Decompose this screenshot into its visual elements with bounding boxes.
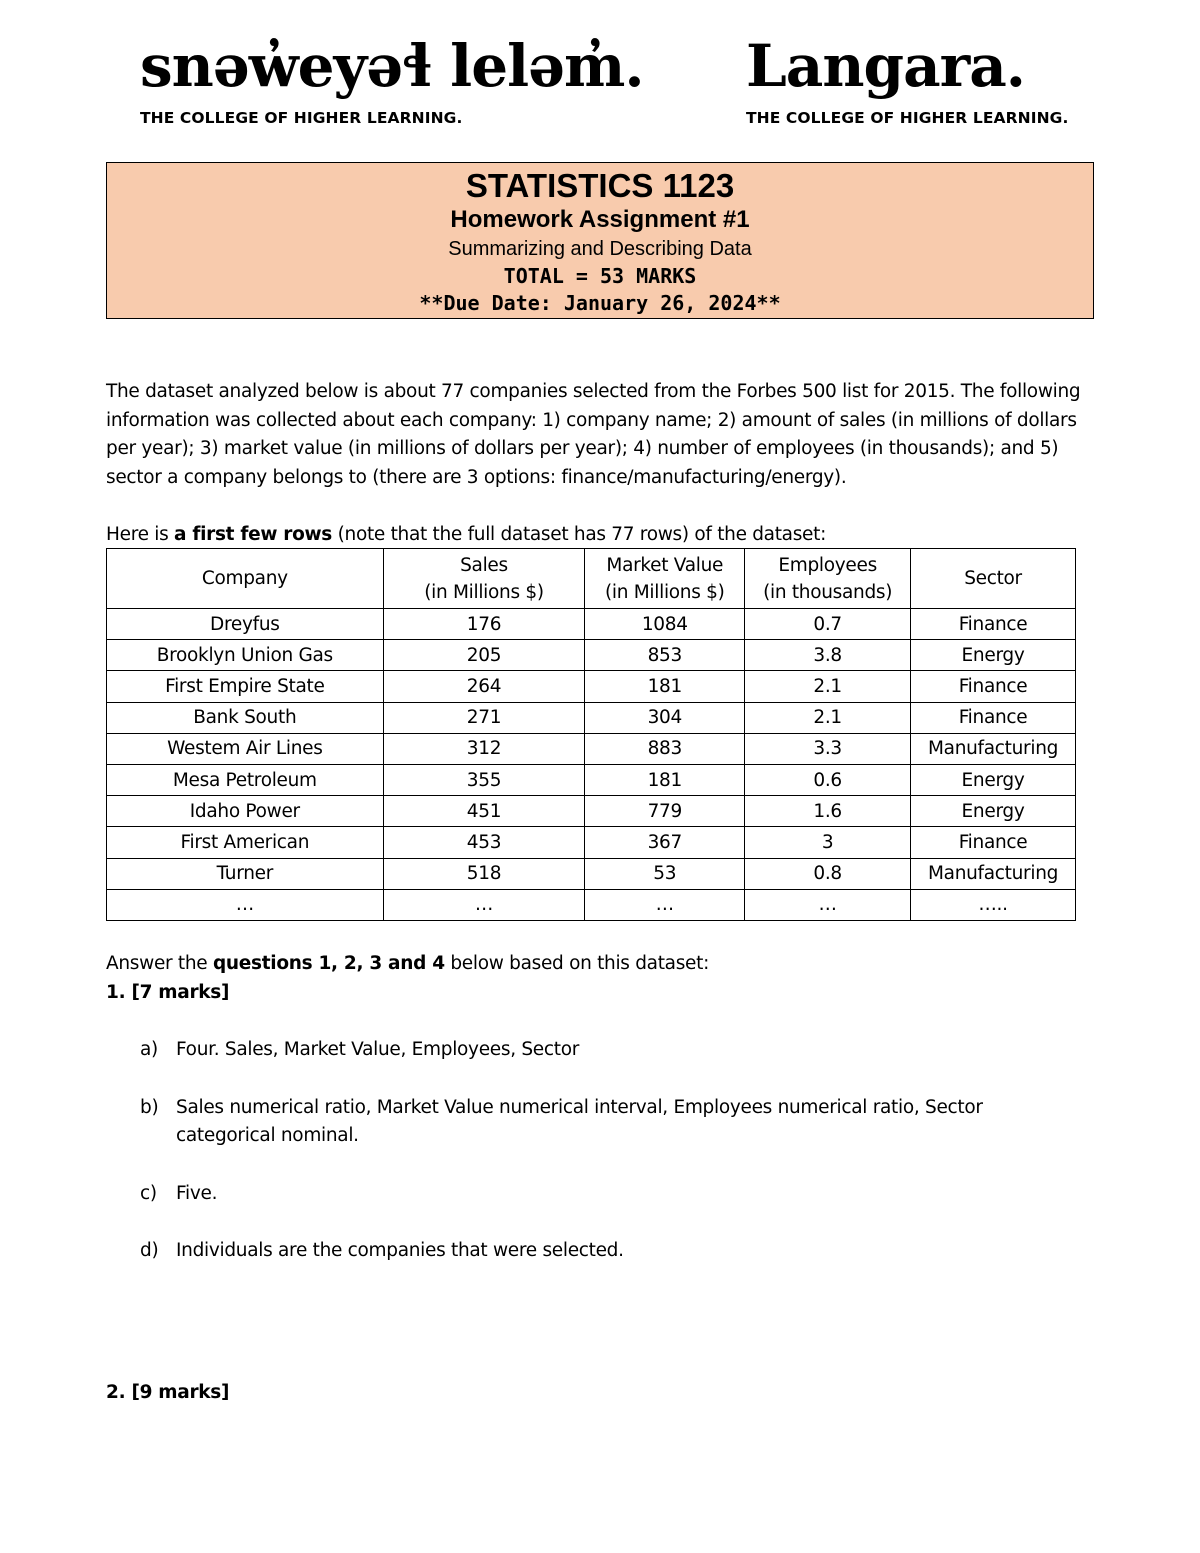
cell-sector: Finance [911,671,1076,702]
cell-sales: 205 [383,640,585,671]
answer-marker: a) [140,1039,158,1060]
course-title: STATISTICS 1123 [465,167,735,204]
answer-text: Five. [176,1182,218,1204]
cell-company: Mesa Petroleum [107,764,384,795]
cell-employees: 1.6 [745,796,911,827]
cell-market-value: 181 [585,671,745,702]
cell-market-value: 779 [585,796,745,827]
cell-company: Bank South [107,702,384,733]
cell-market-value: 367 [585,827,745,858]
cell-market-value: 53 [585,858,745,889]
cell-employees: 0.8 [745,858,911,889]
answer-item [140,1180,1080,1209]
first-rows-bold: a first few rows [174,524,333,545]
cell-company: First American [107,827,384,858]
cell-sales: 312 [383,733,585,764]
cell-sales: 518 [383,858,585,889]
header-company: Company [107,549,384,609]
cell-company: Dreyfus [107,609,384,640]
cell-sector: ….. [911,889,1076,920]
table-row [107,889,1076,920]
cell-sales: 176 [383,609,585,640]
cell-sector: Energy [911,764,1076,795]
table-row [107,609,1076,640]
cell-employees: 2.1 [745,702,911,733]
questions-lead [106,950,1086,979]
dataset-description: The dataset analyzed below is about 77 companies selected from the Forbes 500 list for 2015. The following information was collected about each company: 1) company name; 2) amount of sales (in millions of dollars per year); 3) market value (in millions of dollars per year); 4) number of employees (in thousands); and 5) sector a company belongs to (there are 3 options: finance/manufacturing/energy). [106,381,1081,488]
cell-employees: 0.6 [745,764,911,795]
assignment-title: Homework Assignment #1 [450,206,750,233]
question-1-label: 1. [7 marks] [106,982,230,1003]
cell-sector: Finance [911,609,1076,640]
answer-item [140,1036,1080,1065]
cell-company: … [107,889,384,920]
header-market-value: Market Value (in Millions $) [585,549,745,609]
question-1-answers [140,1036,1080,1295]
left-logo-wordmark: snəw̓eyəɬ leləm̓. [140,32,644,100]
cell-company: Brooklyn Union Gas [107,640,384,671]
cell-employees: 3.8 [745,640,911,671]
table-row [107,827,1076,858]
answer-marker: d) [140,1240,159,1262]
cell-market-value: 1084 [585,609,745,640]
assignment-subtitle: Summarizing and Describing Data [448,238,752,260]
answer-text: Sales numerical ratio, Market Value numerical interval, Employees numerical ratio, Sector categorical nominal. [176,1096,983,1147]
dataset-table [106,548,1076,921]
lead-post: below based on this dataset: [444,953,710,974]
cell-sector: Manufacturing [911,858,1076,889]
right-logo-tagline: THE COLLEGE OF HIGHER LEARNING. [746,109,1069,127]
cell-sector: Manufacturing [911,733,1076,764]
cell-sector: Finance [911,702,1076,733]
assignment-title-box [106,162,1094,319]
answer-text: Individuals are the companies that were selected. [176,1240,624,1262]
table-row [107,733,1076,764]
table-header-row [107,549,1076,609]
lead-pre: Answer the [106,953,213,974]
cell-employees: … [745,889,911,920]
cell-sales: 355 [383,764,585,795]
table-row [107,702,1076,733]
first-rows-post: (note that the full dataset has 77 rows) of the dataset: [332,524,827,545]
cell-sector: Finance [911,827,1076,858]
cell-company: Westem Air Lines [107,733,384,764]
right-logo-wordmark: Langara. [746,32,1025,100]
right-college-logo [746,30,1068,128]
cell-employees: 3.3 [745,733,911,764]
cell-market-value: 853 [585,640,745,671]
cell-market-value: 883 [585,733,745,764]
cell-company: First Empire State [107,671,384,702]
cell-sales: 453 [383,827,585,858]
cell-sales: 264 [383,671,585,702]
header-sector: Sector [911,549,1076,609]
cell-employees: 3 [745,827,911,858]
cell-sector: Energy [911,640,1076,671]
cell-sales: 271 [383,702,585,733]
due-date: **Due Date: January 26, 2024** [419,291,781,315]
answer-item [140,1094,1080,1151]
header-employees: Employees (in thousands) [745,549,911,609]
table-row [107,858,1076,889]
cell-employees: 0.7 [745,609,911,640]
cell-sales: … [383,889,585,920]
table-row [107,796,1076,827]
answer-text: Four. Sales, Market Value, Employees, Sector [176,1039,580,1060]
cell-sector: Energy [911,796,1076,827]
table-row [107,640,1076,671]
left-college-logo [140,30,644,128]
total-marks: TOTAL = 53 MARKS [503,264,697,288]
answer-marker: b) [140,1096,159,1118]
cell-sales: 451 [383,796,585,827]
first-rows-pre: Here is [106,524,175,545]
cell-market-value: 304 [585,702,745,733]
cell-market-value: 181 [585,764,745,795]
lead-bold: questions 1, 2, 3 and 4 [212,953,445,974]
cell-market-value: … [585,889,745,920]
question-2-label: 2. [9 marks] [106,1382,230,1403]
cell-company: Idaho Power [107,796,384,827]
table-row [107,764,1076,795]
cell-employees: 2.1 [745,671,911,702]
table-row [107,671,1076,702]
answer-marker: c) [140,1182,157,1204]
first-rows-note [106,521,1086,550]
header-sales: Sales (in Millions $) [383,549,585,609]
cell-company: Turner [107,858,384,889]
answer-item [140,1237,1080,1266]
left-logo-tagline: THE COLLEGE OF HIGHER LEARNING. [140,109,463,127]
